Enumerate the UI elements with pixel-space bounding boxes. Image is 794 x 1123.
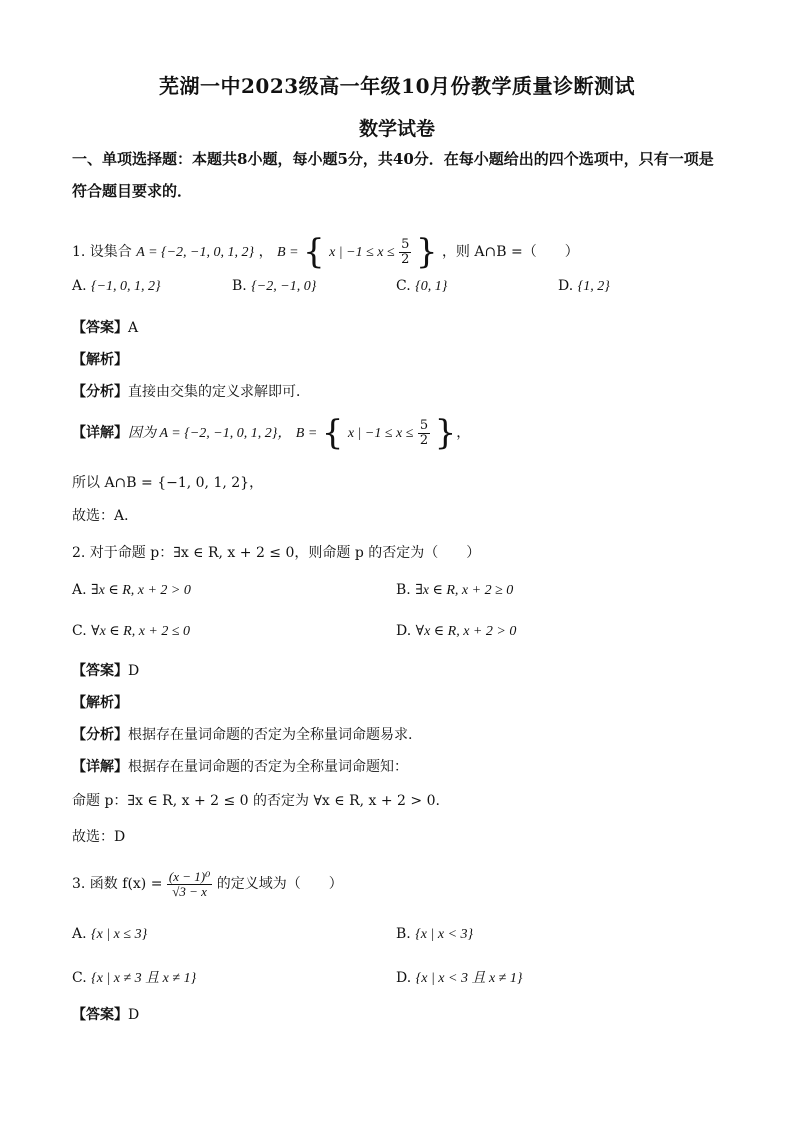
right-brace-icon: } <box>415 232 438 272</box>
fraction-denominator: 2 <box>401 251 410 267</box>
q3-prefix: 3. 函数 f(x) = <box>72 876 163 892</box>
option-label: B. <box>396 582 411 598</box>
option-text: {−1, 0, 1, 2} <box>91 279 161 294</box>
q1-comma: ， <box>258 244 273 260</box>
fenxi-text: 直接由交集的定义求解即可． <box>128 384 310 400</box>
q3-option-b <box>396 926 473 943</box>
question-1-stem <box>72 232 579 273</box>
option-label: D. <box>558 278 574 294</box>
q3-answer <box>72 1004 139 1024</box>
q1-answer <box>72 317 138 337</box>
option-label: B. <box>396 926 411 942</box>
fraction-denominator: 2 <box>419 432 429 448</box>
q2-mingti: 命题 p：∃x ∈ R, x + 2 ≤ 0 的否定为 ∀x ∈ R, x + 2 > 0. <box>72 793 440 809</box>
option-text: {x | x ≠ 3 且 x ≠ 1} <box>91 971 197 986</box>
q2-option-c <box>72 623 190 640</box>
answer-value: D <box>128 663 140 679</box>
option-label: C. <box>72 623 87 639</box>
option-text: ∀x ∈ R, x + 2 > 0 <box>415 624 517 639</box>
q1-suffix: ，则 A∩B =（ ） <box>441 244 579 260</box>
q3-option-c <box>72 967 196 987</box>
q1-set-b-inner: x | −1 ≤ x ≤ <box>347 426 414 441</box>
option-label: B. <box>232 278 247 294</box>
question-3-stem <box>72 862 343 906</box>
answer-tag: 【答案】 <box>72 663 128 679</box>
fraction-numerator: (x − 1)⁰ <box>168 868 211 884</box>
option-text: {x | x ≤ 3} <box>91 927 148 942</box>
q1-option-d <box>558 278 610 295</box>
q1-guxuan: 故选：A． <box>72 508 139 524</box>
q1-fraction <box>399 238 411 266</box>
q2-option-a <box>72 582 191 599</box>
q2-option-d <box>396 623 516 640</box>
q1-set-b-inner: x | −1 ≤ x ≤ <box>329 245 395 260</box>
q1-suoyi: 所以 A∩B = {−1, 0, 1, 2}， <box>72 475 264 491</box>
analysis-tag: 【解析】 <box>72 695 128 711</box>
q2-xiangjie <box>72 756 408 776</box>
option-text: {1, 2} <box>577 279 610 294</box>
answer-value: D <box>128 1007 140 1023</box>
fraction-numerator: 5 <box>419 417 429 433</box>
fenxi-tag: 【分析】 <box>72 384 128 400</box>
q1-analysis-tag <box>72 349 128 369</box>
right-brace-icon: } <box>434 413 457 453</box>
exam-subtitle: 数学试卷 <box>358 118 435 140</box>
option-label: A. <box>72 278 87 294</box>
q2-fenxi <box>72 724 412 744</box>
q1-set-b-left: B = <box>277 245 299 260</box>
q3-suffix: 的定义域为（ ） <box>216 876 343 892</box>
option-label: C. <box>72 970 87 986</box>
question-2-stem: 2. 对于命题 p：∃x ∈ R, x + 2 ≤ 0，则命题 p 的否定为（ ） <box>72 545 481 561</box>
option-text: {0, 1} <box>415 279 448 294</box>
xiangjie-text: 因为 A = {−2, −1, 0, 1, 2}， <box>128 426 292 441</box>
answer-value: A <box>128 320 139 336</box>
option-text: ∀x ∈ R, x + 2 ≤ 0 <box>91 624 191 639</box>
fenxi-text: 根据存在量词命题的否定为全称量词命题易求. <box>128 727 413 743</box>
option-label: D. <box>396 623 412 639</box>
q1-set-a: A = {−2, −1, 0, 1, 2} <box>136 245 255 260</box>
q1-set-b-left: B = <box>295 426 318 441</box>
q1-fenxi <box>72 381 310 401</box>
section-heading: 一、单项选择题：本题共8小题，每小题5分，共40分．在每小题给出的四个选项中，只有一项是符合题目要求的． <box>72 150 714 200</box>
q3-fraction <box>167 870 212 898</box>
q1-prefix: 1. 设集合 <box>72 244 132 260</box>
q1-option-b <box>232 278 316 295</box>
option-text: {x | x < 3} <box>415 927 474 942</box>
q2-answer <box>72 660 139 680</box>
q2-analysis-tag <box>72 692 128 712</box>
option-label: D. <box>396 970 412 986</box>
q3-option-d <box>396 967 522 987</box>
option-text: ∃x ∈ R, x + 2 > 0 <box>91 583 191 598</box>
analysis-tag: 【解析】 <box>72 352 128 368</box>
option-text: {−2, −1, 0} <box>251 279 317 294</box>
left-brace-icon: { <box>302 232 325 272</box>
option-text: ∃x ∈ R, x + 2 ≥ 0 <box>415 583 514 598</box>
q2-guxuan: 故选：D <box>72 829 126 845</box>
exam-title: 芜湖一中2023级高一年级10月份教学质量诊断测试 <box>159 74 635 98</box>
q3-option-a <box>72 926 147 943</box>
fraction-numerator: 5 <box>401 236 410 252</box>
left-brace-icon: { <box>321 413 344 453</box>
option-label: C. <box>396 278 411 294</box>
xiangjie-tag: 【详解】 <box>72 425 128 441</box>
option-text: {x | x < 3 且 x ≠ 1} <box>415 971 523 986</box>
q1-xiangjie <box>72 413 470 454</box>
answer-tag: 【答案】 <box>72 1007 128 1023</box>
option-label: A. <box>72 582 87 598</box>
option-label: A. <box>72 926 87 942</box>
q2-option-b <box>396 582 513 599</box>
q1-fraction <box>418 419 430 447</box>
xiangjie-tag: 【详解】 <box>72 759 128 775</box>
q1-option-a <box>72 278 161 295</box>
xiangjie-comma: ， <box>456 425 471 441</box>
fenxi-tag: 【分析】 <box>72 727 128 743</box>
fraction-denominator: √3 − x <box>172 883 207 899</box>
answer-tag: 【答案】 <box>72 320 128 336</box>
xiangjie-text: 根据存在量词命题的否定为全称量词命题知： <box>128 759 408 775</box>
q1-option-c <box>396 278 447 295</box>
